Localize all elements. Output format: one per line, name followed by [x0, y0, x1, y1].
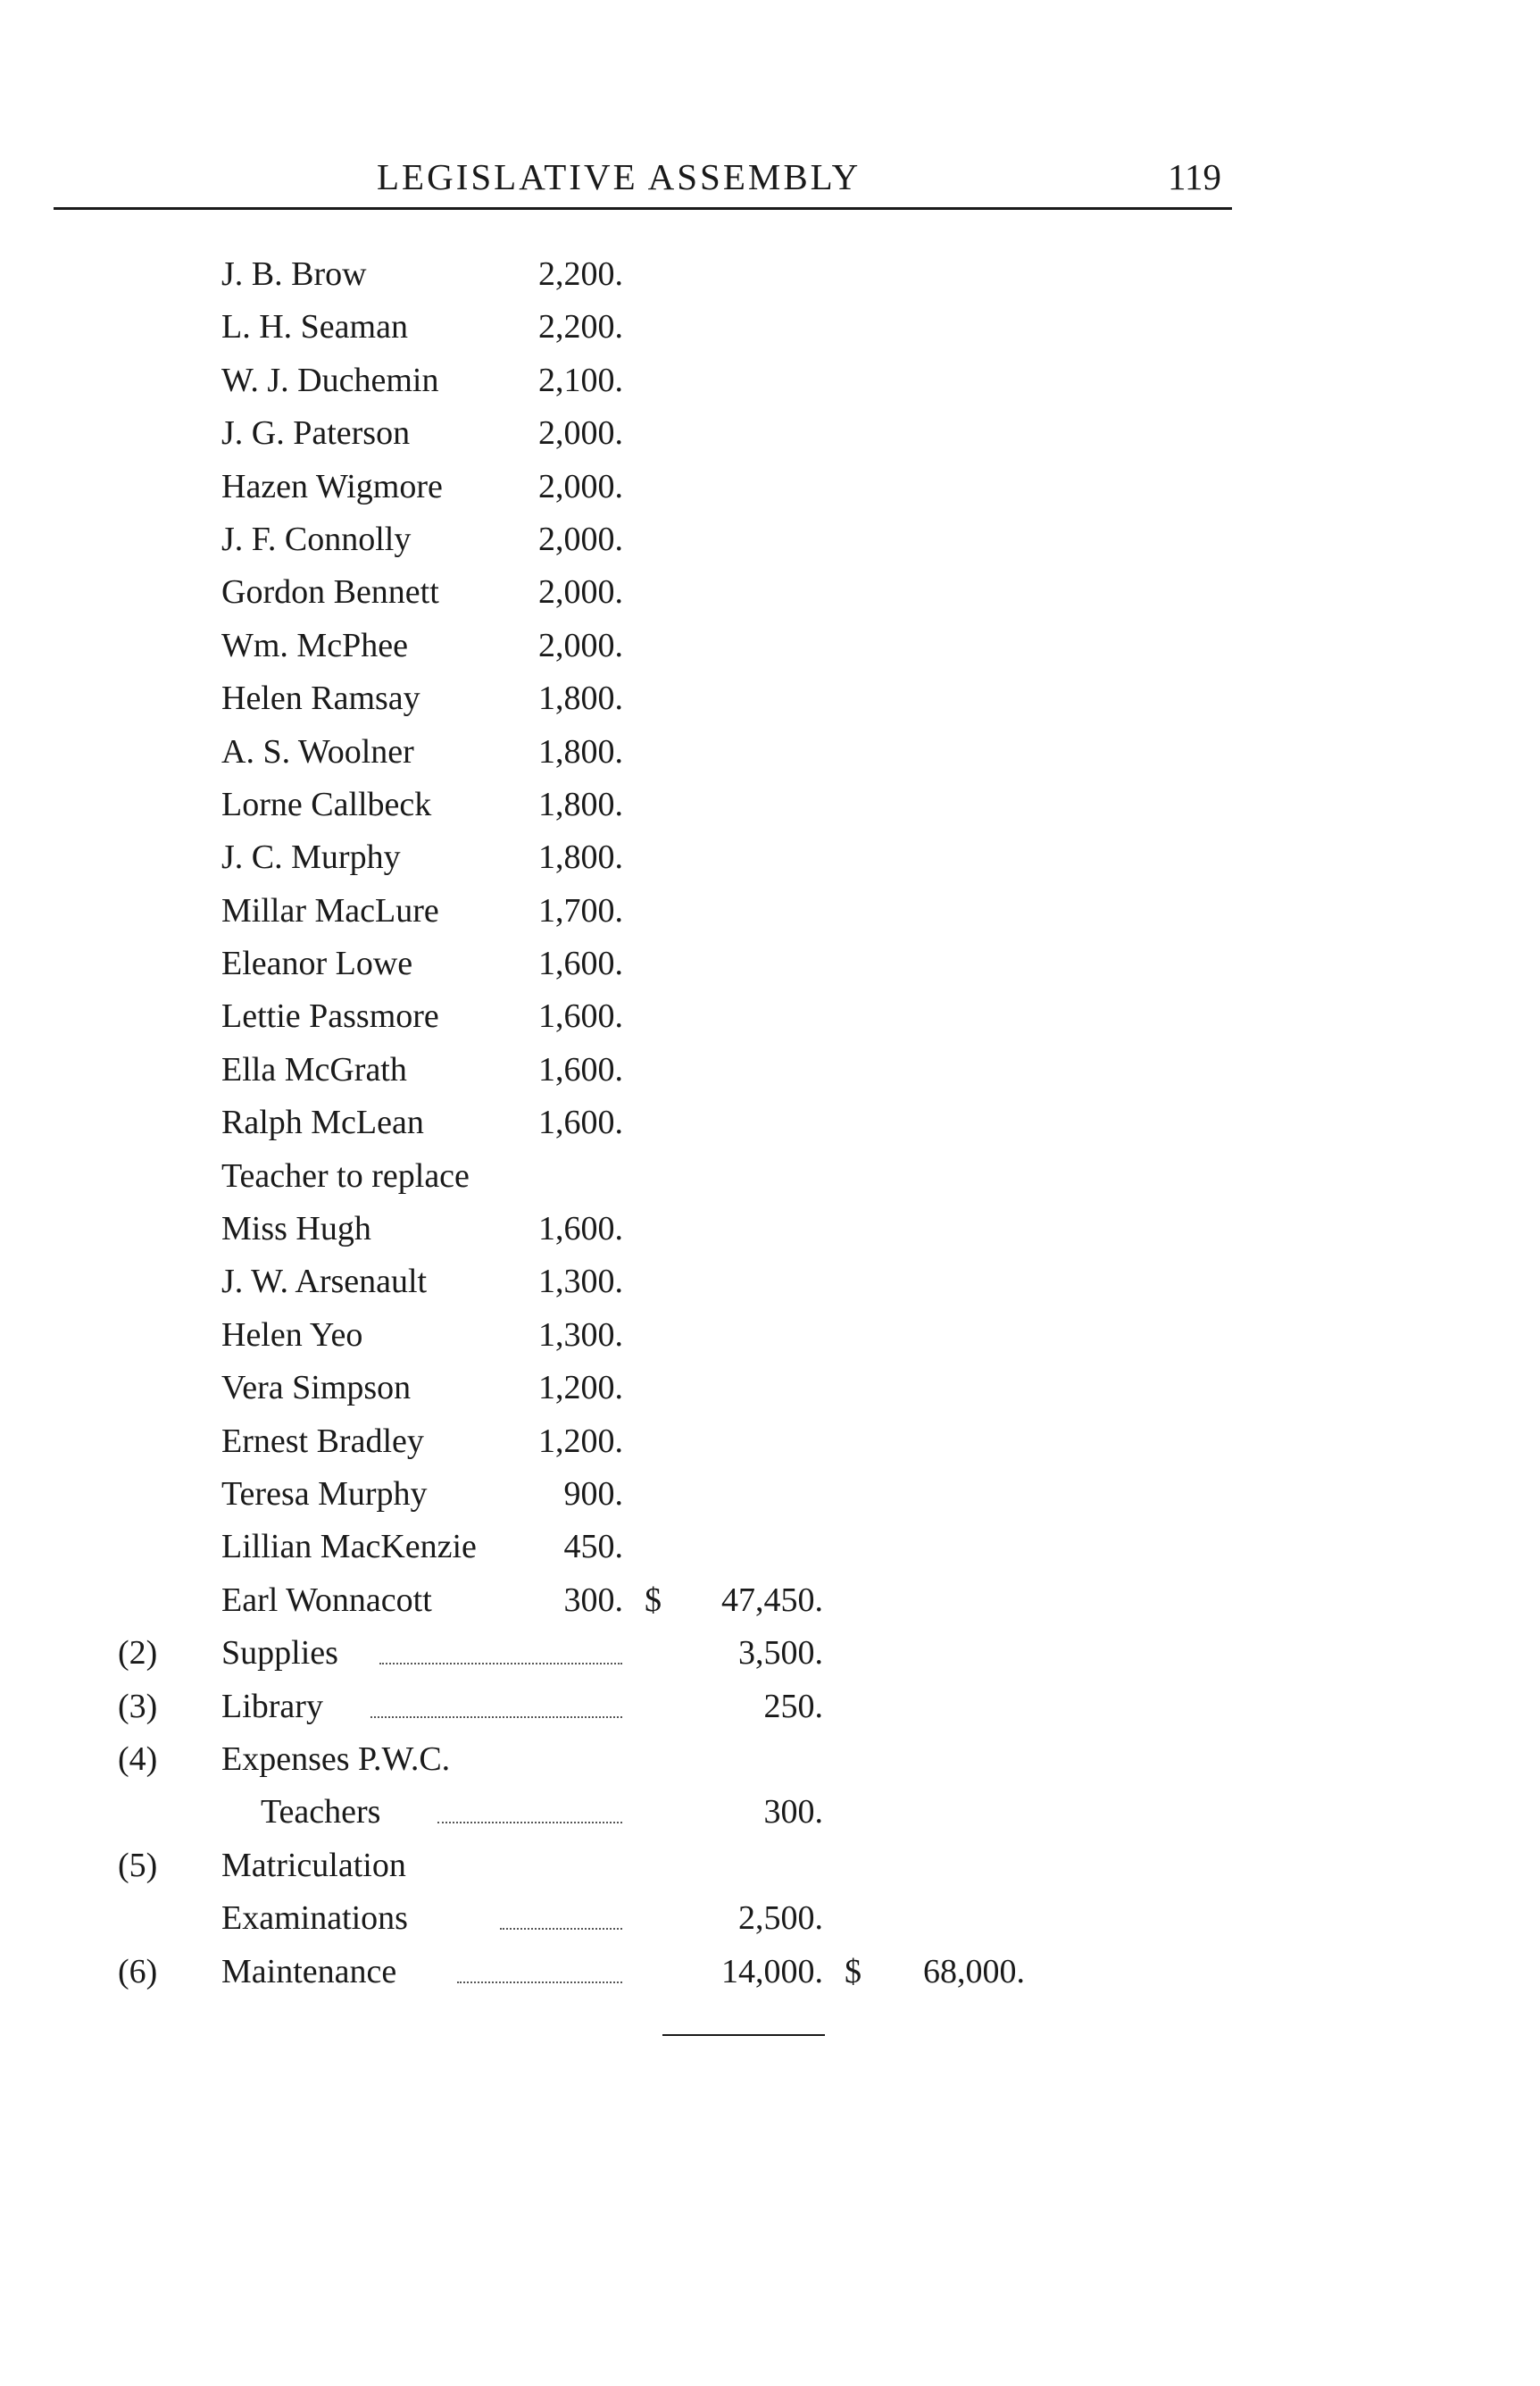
- dot-leader: [457, 1981, 622, 1983]
- dot-leader: [379, 1663, 622, 1664]
- staff-amount: 1,200.: [538, 1369, 623, 1407]
- staff-amount: 1,600.: [538, 1050, 623, 1089]
- staff-amount: 1,300.: [538, 1315, 623, 1354]
- staff-amount: 2,000.: [538, 520, 623, 558]
- appropriation-list: [0, 257, 1540, 2007]
- staff-name: Ernest Bradley: [221, 1422, 424, 1460]
- staff-name: Ralph McLean: [221, 1104, 424, 1142]
- staff-name: J. F. Connolly: [221, 520, 412, 558]
- staff-amount: 1,300.: [538, 1263, 623, 1301]
- staff-row: [0, 1212, 1540, 1264]
- staff-amount: 1,700.: [538, 891, 623, 930]
- dot-leader: [500, 1928, 622, 1930]
- staff-row: [0, 1105, 1540, 1158]
- dot-leader: [437, 1822, 622, 1823]
- staff-row: [0, 1156, 1540, 1212]
- staff-row: [0, 1315, 1540, 1371]
- item-amount: 2,500.: [738, 1899, 823, 1938]
- staff-row: [0, 467, 1540, 522]
- staff-name: Lorne Callbeck: [221, 785, 432, 823]
- staff-amount: 2,100.: [538, 361, 623, 399]
- staff-amount: 2,000.: [538, 573, 623, 612]
- salaries-subtotal: 47,450.: [721, 1581, 823, 1619]
- staff-row: [0, 1050, 1540, 1105]
- dot-leader: [370, 1716, 622, 1718]
- item-number: (6): [118, 1952, 158, 1990]
- staff-row: [0, 1474, 1540, 1530]
- item-label: Library: [221, 1687, 323, 1725]
- staff-row: [0, 732, 1540, 788]
- page-number: 119: [1168, 156, 1221, 197]
- staff-row: [0, 1530, 1540, 1582]
- item-row: [0, 1901, 1540, 1954]
- item-label: Maintenance: [221, 1952, 397, 1990]
- staff-row: [0, 681, 1540, 734]
- staff-row: [0, 1424, 1540, 1477]
- total-divider: [662, 2034, 825, 2036]
- staff-name: Teresa Murphy: [221, 1474, 428, 1513]
- staff-row: [0, 257, 1540, 310]
- staff-row: [0, 999, 1540, 1052]
- item-row: [0, 1636, 1540, 1689]
- item-row: [0, 1795, 1540, 1848]
- staff-row: [0, 891, 1540, 947]
- staff-name: J. G. Paterson: [221, 414, 411, 453]
- item-label: Teachers: [261, 1793, 381, 1831]
- item-number: (2): [118, 1634, 158, 1673]
- staff-name: Earl Wonnacott: [221, 1581, 432, 1619]
- staff-name: W. J. Duchemin: [221, 361, 439, 399]
- staff-name: Helen Ramsay: [221, 680, 420, 718]
- item-amount: 14,000.: [721, 1952, 823, 1990]
- staff-amount: 1,800.: [538, 732, 623, 771]
- staff-row: [0, 310, 1540, 363]
- item-label: Supplies: [221, 1634, 338, 1673]
- staff-name: L. H. Seaman: [221, 308, 408, 346]
- staff-row: [0, 1264, 1540, 1317]
- staff-name: J. C. Murphy: [221, 838, 401, 877]
- staff-amount: 1,800.: [538, 785, 623, 823]
- staff-row: [0, 575, 1540, 628]
- item-label: Matriculation: [221, 1846, 406, 1884]
- page-title: LEGISLATIVE ASSEMBLY: [377, 156, 862, 197]
- staff-name: Hazen Wigmore: [221, 467, 443, 505]
- staff-amount: 900.: [563, 1474, 623, 1513]
- dollar-sign: $: [845, 1952, 862, 1990]
- staff-row: [0, 416, 1540, 469]
- staff-name: Miss Hugh: [221, 1210, 371, 1248]
- item-row: [0, 1952, 1540, 2007]
- header-divider: [54, 207, 1232, 210]
- staff-amount: 1,200.: [538, 1422, 623, 1460]
- staff-amount: 1,600.: [538, 945, 623, 983]
- item-number: (5): [118, 1846, 158, 1884]
- staff-amount: 1,600.: [538, 1210, 623, 1248]
- staff-amount: 2,000.: [538, 467, 623, 505]
- staff-name: J. B. Brow: [221, 255, 367, 293]
- staff-amount: 1,600.: [538, 1104, 623, 1142]
- staff-row: [0, 840, 1540, 893]
- staff-amount: 2,000.: [538, 626, 623, 664]
- staff-name: J. W. Arsenault: [221, 1263, 428, 1301]
- staff-name: Teacher to replace: [221, 1156, 470, 1195]
- item-number: (4): [118, 1739, 158, 1778]
- staff-amount: 2,000.: [538, 414, 623, 453]
- item-number: (3): [118, 1687, 158, 1725]
- staff-name: Lettie Passmore: [221, 997, 439, 1036]
- staff-row: [0, 626, 1540, 681]
- staff-name: Ella McGrath: [221, 1050, 407, 1089]
- dollar-sign: $: [645, 1581, 662, 1619]
- item-row: [0, 1689, 1540, 1742]
- item-label: Expenses P.W.C.: [221, 1739, 451, 1778]
- item-amount: 250.: [763, 1687, 823, 1725]
- item-amount: 300.: [763, 1793, 823, 1831]
- staff-amount: 2,200.: [538, 255, 623, 293]
- staff-name: Vera Simpson: [221, 1369, 412, 1407]
- staff-name: Gordon Bennett: [221, 573, 439, 612]
- item-row: [0, 1739, 1540, 1795]
- staff-amount: 1,600.: [538, 997, 623, 1036]
- staff-row: [0, 1583, 1540, 1636]
- staff-name: Lillian MacKenzie: [221, 1528, 477, 1566]
- staff-row: [0, 363, 1540, 416]
- staff-name: A. S. Woolner: [221, 732, 414, 771]
- item-row: [0, 1848, 1540, 1901]
- staff-name: Millar MacLure: [221, 891, 439, 930]
- staff-amount: 300.: [563, 1581, 623, 1619]
- staff-name: Eleanor Lowe: [221, 945, 413, 983]
- staff-amount: 450.: [563, 1528, 623, 1566]
- staff-amount: 1,800.: [538, 680, 623, 718]
- item-amount: 3,500.: [738, 1634, 823, 1673]
- grand-total: 68,000.: [923, 1952, 1025, 1990]
- staff-row: [0, 785, 1540, 840]
- staff-amount: 1,800.: [538, 838, 623, 877]
- staff-row: [0, 947, 1540, 999]
- staff-name: Helen Yeo: [221, 1315, 363, 1354]
- staff-row: [0, 1371, 1540, 1423]
- item-label: Examinations: [221, 1899, 408, 1938]
- staff-row: [0, 522, 1540, 575]
- staff-name: Wm. McPhee: [221, 626, 408, 664]
- staff-amount: 2,200.: [538, 308, 623, 346]
